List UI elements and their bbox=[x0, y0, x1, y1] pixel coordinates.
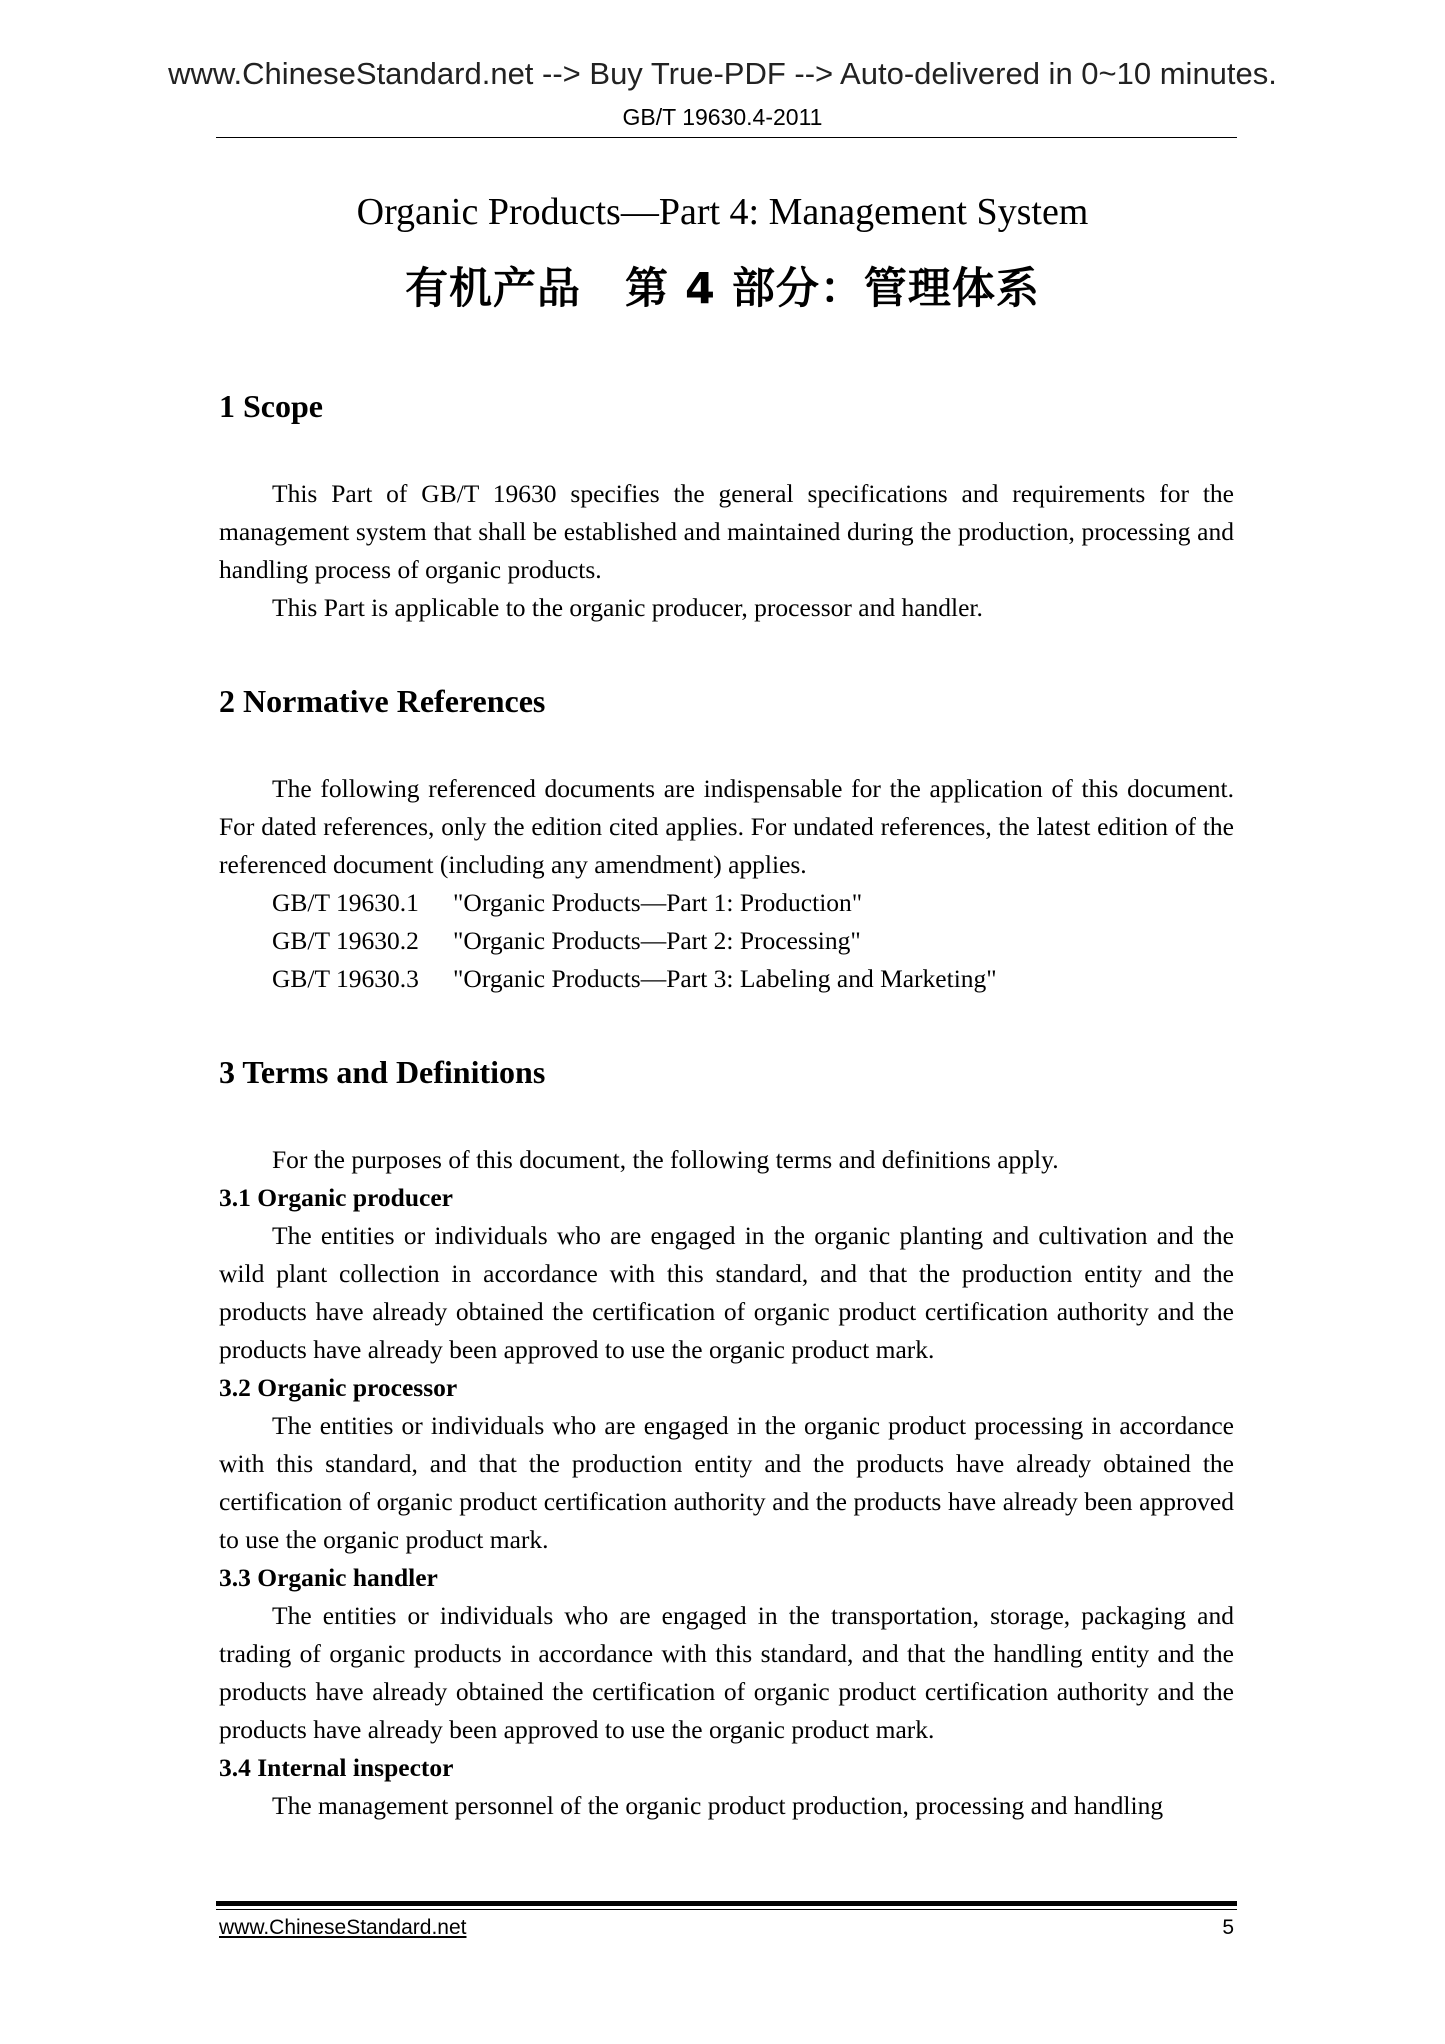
reference-code: GB/T 19630.3 bbox=[272, 964, 419, 993]
definition-text: The entities or individuals who are engaged in the transportation, storage, packaging and trading of organic products in accordance with this standard, and that the handling entity and the products have already obtained the certification of organic product certification authority and the products have already been approved to use the organic product mark. bbox=[219, 1601, 1234, 1744]
footer-website-link[interactable]: www.ChineseStandard.net bbox=[219, 1916, 467, 1939]
references-intro: The following referenced documents are indispensable for the application of this document. For dated references, only the edition cited applies. For undated references, the latest edition of the referenced document (including any amendment) applies. bbox=[219, 774, 1234, 879]
document-title-english: Organic Products—Part 4: Management System bbox=[356, 191, 1089, 233]
promo-banner: www.ChineseStandard.net --> Buy True-PDF --> Auto-delivered in 0~10 minutes. bbox=[168, 56, 1277, 91]
definition-term: 3.1 Organic producer bbox=[219, 1183, 453, 1212]
reference-title: "Organic Products—Part 2: Processing" bbox=[453, 926, 861, 955]
reference-item bbox=[219, 922, 1234, 960]
definition-term: 3.4 Internal inspector bbox=[219, 1753, 454, 1782]
reference-code: GB/T 19630.2 bbox=[272, 926, 419, 955]
page-number: 5 bbox=[1222, 1916, 1234, 1939]
definition-text: The entities or individuals who are engaged in the organic planting and cultivation and the wild plant collection in accordance with this standard, and that the production entity and the products have already obtained the certification of organic product certification authority and the products have already been approved to use the organic product mark. bbox=[219, 1221, 1234, 1364]
document-title-chinese: 有机产品 第 4 部分：管理体系 bbox=[405, 264, 1040, 314]
footer-rule-thick bbox=[216, 1901, 1237, 1906]
reference-item bbox=[219, 884, 1234, 922]
scope-paragraph: This Part of GB/T 19630 specifies the general specifications and requirements for the management system that shall be established and maintained during the production, processing and handling process of organic products. bbox=[219, 479, 1234, 584]
section-heading-scope: 1 Scope bbox=[219, 388, 323, 424]
definition-text: The entities or individuals who are engaged in the organic product processing in accordance with this standard, and that the production entity and the products have already obtained the certification of organic product certification authority and the products have already been approved to use the organic product mark. bbox=[219, 1411, 1234, 1554]
reference-title: "Organic Products—Part 3: Labeling and Marketing" bbox=[453, 964, 997, 993]
section-heading-normative-references: 2 Normative References bbox=[219, 683, 546, 719]
terms-intro: For the purposes of this document, the following terms and definitions apply. bbox=[272, 1145, 1059, 1174]
document-body bbox=[219, 382, 1234, 1825]
definition-term: 3.3 Organic handler bbox=[219, 1563, 438, 1592]
standard-number-header: GB/T 19630.4-2011 bbox=[622, 104, 823, 130]
scope-paragraph: This Part is applicable to the organic producer, processor and handler. bbox=[272, 593, 983, 622]
header-rule bbox=[216, 137, 1237, 138]
reference-title: "Organic Products—Part 1: Production" bbox=[453, 888, 863, 917]
definition-text: The management personnel of the organic product production, processing and handling bbox=[272, 1791, 1164, 1820]
footer-rule-thin bbox=[216, 1909, 1237, 1910]
section-heading-terms-definitions: 3 Terms and Definitions bbox=[219, 1054, 546, 1090]
reference-code: GB/T 19630.1 bbox=[272, 888, 419, 917]
reference-item bbox=[219, 960, 1234, 998]
definition-term: 3.2 Organic processor bbox=[219, 1373, 458, 1402]
